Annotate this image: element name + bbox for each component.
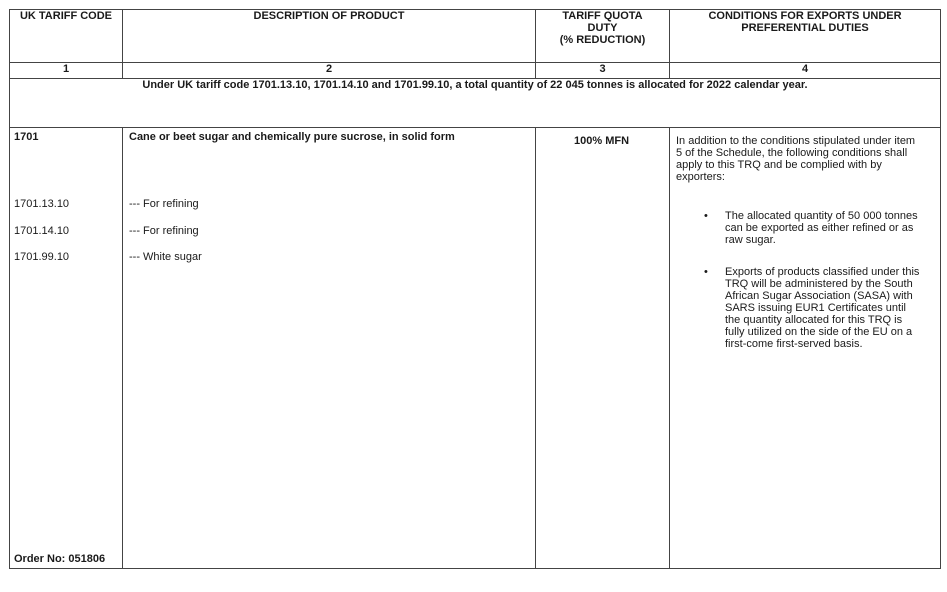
sub-item-code: 1701.14.10 bbox=[14, 225, 70, 237]
header-row bbox=[10, 10, 941, 63]
column-number-row bbox=[10, 63, 941, 79]
codes-cell bbox=[10, 128, 123, 569]
product-row bbox=[10, 128, 941, 569]
conditions-cell bbox=[670, 128, 941, 569]
description-cell bbox=[123, 128, 536, 569]
tariff-table bbox=[9, 9, 941, 569]
conditions-intro: In addition to the conditions stipulated under item 5 of the Schedule, the following conditions shall apply to this TRQ and be complied with by exporters: bbox=[676, 135, 916, 183]
header-uk-tariff-code: UK TARIFF CODE bbox=[10, 10, 123, 63]
main-item-description: Cane or beet sugar and chemically pure sucrose, in solid form bbox=[129, 131, 455, 143]
column-number: 2 bbox=[123, 63, 536, 79]
condition-bullet-2: Exports of products classified under this TRQ will be administered by the South African Sugar Association (SASA) with SARS issuing EUR1 Certificates until the quantity allocated for this TRQ is fully utilized on the side of the EU on a first-come first-served basis. bbox=[725, 266, 920, 350]
main-item-code: 1701 bbox=[14, 131, 39, 143]
header-conditions: CONDITIONS FOR EXPORTS UNDER PREFERENTIAL DUTIES bbox=[670, 10, 941, 63]
column-number: 4 bbox=[670, 63, 941, 79]
sub-item-description: --- For refining bbox=[129, 198, 199, 210]
duty-cell bbox=[536, 128, 670, 569]
sub-item-code: 1701.99.10 bbox=[14, 251, 70, 263]
sub-item-description: --- White sugar bbox=[129, 251, 202, 263]
bullet-icon: • bbox=[704, 266, 708, 278]
bullet-icon: • bbox=[704, 210, 708, 222]
column-number: 3 bbox=[536, 63, 670, 79]
sub-item-description: --- For refining bbox=[129, 225, 199, 237]
allocation-note-row bbox=[10, 79, 941, 128]
sub-item-code: 1701.13.10 bbox=[14, 198, 70, 210]
order-number: Order No: 051806 bbox=[14, 553, 106, 565]
header-description: DESCRIPTION OF PRODUCT bbox=[123, 10, 536, 63]
condition-bullet-1: The allocated quantity of 50 000 tonnes can be exported as either refined or as raw sugar. bbox=[725, 210, 918, 246]
allocation-note: Under UK tariff code 1701.13.10, 1701.14.10 and 1701.99.10, a total quantity of 22 045 tonnes is allocated for 2022 calendar year. bbox=[10, 79, 941, 128]
header-tariff-quota-duty: TARIFF QUOTA DUTY (% REDUCTION) bbox=[536, 10, 670, 63]
column-number: 1 bbox=[10, 63, 123, 79]
duty-value: 100% MFN bbox=[574, 135, 630, 147]
